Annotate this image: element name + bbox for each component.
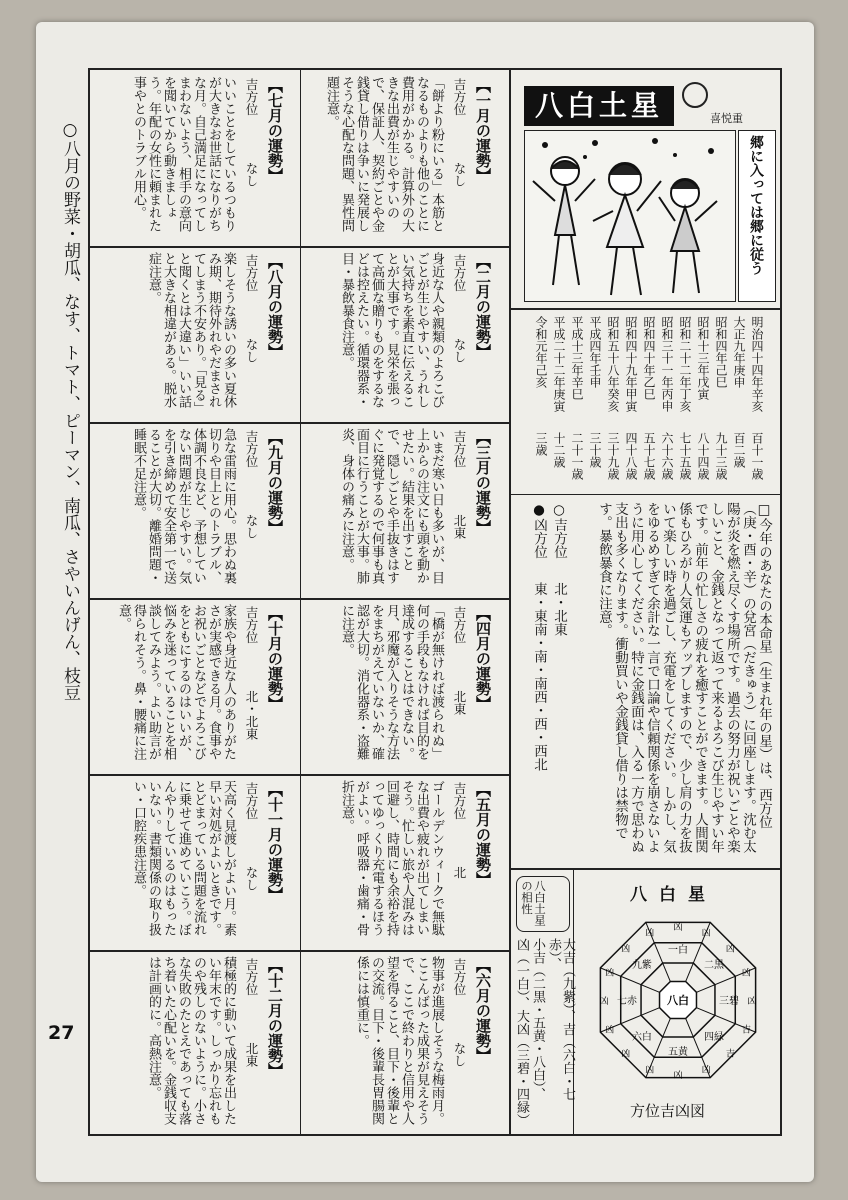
chart-title: 八白星 [630,885,717,905]
month-text: 「橋が無ければ渡られぬ」何の手段もなければ目的を達成することはできない。月、邪魔が入りそうな方法をまちがえていないか、確認が大切。消化器系・盗難に注意。 [339,604,444,760]
lucky-direction-value: なし [452,338,467,363]
chart-outer-label: 吉 [741,1025,751,1036]
lucky-direction-value: なし [452,1042,467,1067]
month-heading: 【七月の運勢】 [266,78,284,183]
chart-outer-label: 凶 [645,1065,655,1076]
month-heading: 【十月の運勢】 [266,606,284,711]
month-text: 家族や身近な人のありがたさが実感できる月。食事やお祝いごとなどでよろこびをともにするのはいいが、悩みを迷っていることを相談してみよう。よい助言が得られそう。鼻・腰痛に注意。 [116,604,236,760]
month-text: 「餅より粉にいる」本筋となるものよりも他のことに費用がかかる。計算外の大きな出費が生じやすいので、保証人、契約ごとや金銭貸し借りは争いに発展しそうな心配な問題、異性問題注意。 [324,76,444,232]
birth-year-age: 二十一歳 [570,432,584,480]
chart-caption: 方位吉凶図 [630,1102,706,1120]
chart-inner-label: 一白 [668,945,688,956]
dancing-figures-illustration [524,130,736,302]
month-text: 身近な人や親類のよろこびごとが生じやすい、うれしい気持ちを素直に伝えることが大事です。見栄を張って高価な贈りものをするなどは控えたい。循環器系・目・暴飲暴食注意。 [339,252,444,408]
birth-year-era: 昭和十三年戊寅 [696,316,710,400]
birth-year-age: 十二歳 [552,432,566,468]
birth-year-age: 四十八歳 [624,432,638,480]
circle-mark [682,82,708,108]
birth-year-era: 昭和四年己巳 [714,316,728,388]
chart-outer-label: 凶 [621,1049,631,1060]
chart-outer-label: 凶 [605,1025,615,1036]
birth-year-era: 平成二十二年庚寅 [552,316,566,412]
small-note: 喜悦重 [710,112,743,125]
birth-year-age: 五十七歳 [642,432,656,480]
month-heading: 【八月の運勢】 [266,254,284,359]
month-heading: 【九月の運勢】 [266,430,284,535]
lucky-direction-label: 吉方位 [244,430,259,468]
lucky-direction-heading: ○吉方位 [551,502,567,559]
chart-outer-label: 凶 [747,997,757,1007]
annual-fortune-text: □今年のあなたの本命星（生まれ年の星）は、西方位（庚・酉・辛）の兌宮（だきゅう）に回座します。沈む太陽が炎を燃え尽くす場所です。過去の努力が祝いごとや楽しいこと、金銭となって返って来るよろこび生じやすい年です。前年の忙しさの疲れを癒すことができます。人間関係もひろがり人気運もアップしますので、少し肩の力を抜いて楽しい時を過ごし、充電をしてください。しかし、気をゆるめすぎて余計な一言で口論や信頼関係を崩さないように用心してください。特に金銭面は、入る一方で思わぬ支出も多くなります。衝動買いや金銭貸し借りは禁物です。暴飲暴食に注意。 [596,502,772,853]
birth-year-era: 平成十三年辛巳 [570,316,584,400]
compat-line-2: 小吉（二黒・五黄・八白）、 [530,938,545,1101]
birth-year-era: 令和元年己亥 [534,316,548,388]
lucky-direction-annual: 北・北東 [551,582,567,636]
chart-outer-label: 凶 [645,928,655,939]
chart-outer-label: 吉 [725,1049,735,1060]
lucky-direction-label: 吉方位 [244,958,259,996]
chart-inner-label: 七赤 [617,996,637,1007]
birth-year-era: 平成四年壬申 [588,316,602,388]
chart-outer-label: 凶 [605,968,615,979]
lucky-direction-label: 吉方位 [244,78,259,116]
lucky-direction-label: 吉方位 [452,254,467,292]
chart-outer-label: 凶 [621,944,631,955]
chart-outer-label: 凶 [701,1065,711,1076]
month-heading: 【十一月の運勢】 [266,782,284,902]
fortune-frame [88,68,782,1136]
month-heading: 【二月の運勢】 [474,254,492,359]
chart-outer-label: 凶 [673,923,683,933]
lucky-direction-value: 北東 [452,514,467,539]
month-heading: 【十二月の運勢】 [266,958,284,1078]
birth-year-era: 昭和三十一年丙申 [660,316,674,412]
birth-year-era: 昭和二十二年丁亥 [678,316,692,412]
birth-year-age: 百二歳 [732,432,746,468]
lucky-direction-label: 吉方位 [452,782,467,820]
month-text: 物事が進展しそうな梅雨月。ここんばった成果が見えそうで、ここで終わりと信用や人望を得ること、目下・後輩との交流。目下・後輩長胃腸関係には慎重に。 [354,956,444,1125]
lucky-direction-value: 北東 [244,1042,259,1067]
lucky-direction-value: なし [244,514,259,539]
birth-year-age: 三十歳 [588,432,602,468]
lucky-direction-label: 吉方位 [452,78,467,116]
lucky-direction-label: 吉方位 [452,430,467,468]
birth-year-age: 百十一歳 [750,432,764,480]
star-title: 八白土星 [524,86,674,126]
month-text: いいことをしているつもりが大きなお世話になりがちな月。自己満足になってしまわないよう、相手の意向を聞いてから動きましょう。年配の女性に頼まれた事やとのトラブル用心。 [131,76,236,232]
lucky-direction-label: 吉方位 [452,958,467,996]
month-heading: 【五月の運勢】 [474,782,492,887]
compat-line-3: 凶（一白）、大凶（三碧・四緑） [514,938,529,1127]
chart-inner-label: 六白 [631,1032,652,1044]
chart-outer-label: 凶 [725,944,735,955]
birth-year-age: 三歳 [534,432,548,456]
birth-year-age: 七十五歳 [678,432,692,480]
chart-outer-label: 凶 [701,928,711,939]
month-text: いまだ寒い日も多いが、目上からの注文にも頭を動かせたい。結果を出すことで、隠しごとや手抜きはすぐに発覚するので何事も真面目に行うことが大事。肺炎、身体の痛みに注意。 [339,428,444,584]
chart-inner-label: 五黄 [668,1047,688,1058]
birth-year-age: 八十四歳 [696,432,710,480]
subtitle-box: 郷に入っては郷に従う [738,130,776,302]
month-text: 積極的に動いて成果を出したい年末です。しっかり忘れものや残しのないように。小さな失敗のたとえであっても落ち着いた心配いを。金銭収支は計画的に。高熱注意。 [146,956,236,1125]
lucky-direction-value: なし [452,162,467,187]
monthly-vegetables-note: ○八月の野菜・胡瓜、なす、トマト、ピーマン、南瓜、さやいんげん、枝豆 [60,120,80,701]
birth-year-age: 六十六歳 [660,432,674,480]
month-heading: 【六月の運勢】 [474,958,492,1063]
lucky-direction-label: 吉方位 [244,782,259,820]
month-heading: 【一月の運勢】 [474,78,492,183]
page-number: 27 [48,1022,75,1044]
month-heading: 【四月の運勢】 [474,606,492,711]
lucky-direction-value: 北・北東 [244,690,259,740]
birth-year-age: 九十三歳 [714,432,728,480]
birth-year-era: 昭和五十八年癸亥 [606,316,620,412]
chart-inner-label: 三碧 [719,996,739,1007]
month-text: 急な雷雨に用心。思わぬ裏切りや目上とのトラブル、体調不良など、予想していない問題が生じやすい。気を引き締めて安全第一で送ることが大切。離婚問題・睡眠不足注意。 [131,428,236,584]
direction-octagon-svg [588,912,768,1088]
lucky-direction-value: 北東 [452,690,467,715]
lucky-direction-value: なし [244,866,259,891]
chart-outer-label: 凶 [741,968,751,979]
birth-year-age: 三十九歳 [606,432,620,480]
lucky-direction-label: 吉方位 [452,606,467,644]
lucky-direction-label: 吉方位 [244,606,259,644]
lucky-direction-label: 吉方位 [244,254,259,292]
chart-inner-label: 九紫 [631,959,652,971]
lucky-direction-value: なし [244,162,259,187]
chart-outer-label: 凶 [673,1071,683,1081]
unlucky-direction-annual: 東・東南・南・南西・西・西北 [531,582,547,771]
chart-center-label: 八白 [667,994,689,1007]
chart-outer-label: 凶 [599,997,609,1007]
month-text: 天高く見渡しがよい月。素早い対処がよいときです。とどまっている問題を流れに乗せて進めていこう。ぼんやりしているのはもったいない。書類関係の取り扱い・口腔疾患注意。 [131,780,236,936]
lucky-direction-value: 北 [452,866,467,879]
chart-inner-label: 四緑 [704,1032,725,1044]
birth-year-era: 昭和四十九年甲寅 [624,316,638,412]
month-text: 楽しそうな誘いの多い夏休み期、期待外れやだまされてしまう不安あり。「見る」と聞くとは大違い」いい話と大きな相違がある。脱水症注意。 [146,252,236,415]
month-heading: 【三月の運勢】 [474,430,492,535]
lucky-direction-value: なし [244,338,259,363]
month-text: ゴールデンウィークで無駄な出費や疲れが出てしまいそう。忙しい旅や人混みは回避し、時間にも余裕を持ってゆっくり充電するほうがよい。呼吸器・歯痛・骨折注意。 [339,780,444,936]
compat-line-1: 大吉（九紫）、吉（六白・七赤）、 [546,938,575,1101]
birth-year-era: 大正九年庚申 [732,316,746,388]
chart-inner-label: 二黒 [704,959,725,971]
birth-year-era: 昭和四十年乙巳 [642,316,656,400]
compat-label-box: 八白土星の相性 [516,876,570,932]
unlucky-direction-heading: ●凶方位 [531,502,547,559]
birth-year-era: 明治四十四年辛亥 [750,316,764,412]
